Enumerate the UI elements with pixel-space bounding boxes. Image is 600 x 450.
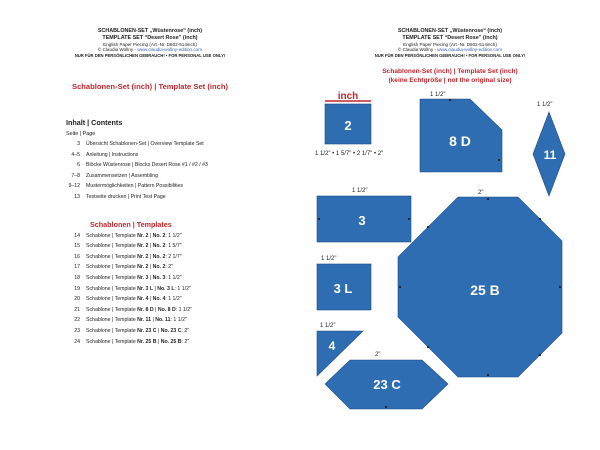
inch-label: inch [337, 91, 359, 102]
template-3-label: 3 [358, 213, 366, 228]
template-nr: Nr. 23 C [137, 327, 157, 334]
copyright-text: © Claudia Wollny - [397, 47, 438, 53]
website-link[interactable]: www.claudia-wollny-edition.com [137, 47, 203, 53]
template-page: 21 [74, 306, 80, 313]
seam-dot [539, 218, 541, 220]
header-line5: NUR FÜR DEN PERSÖNLICHEN GEBRAUCH! • FOR PERSONAL USE ONLY! [74, 52, 226, 58]
template-sep: | [148, 232, 153, 239]
toc-text: Übersicht Schablonen-Set | Overview Template Set [86, 141, 204, 147]
template-nr: Nr. 25 B [137, 338, 157, 345]
template-nr: Nr. 2 [137, 253, 149, 260]
template-size: : 1 1/2" [165, 274, 182, 281]
template-page: 14 [74, 232, 80, 239]
template-3l-dim: 1 1/2" [321, 256, 337, 262]
seam-dot [408, 218, 410, 220]
toc-page: 3 [77, 141, 80, 147]
template-sep: | [151, 317, 156, 324]
template-sep: | [148, 264, 153, 271]
template-11-dim: 1 1/2" [537, 102, 553, 108]
template-nr: Nr. 2 [137, 232, 149, 239]
template-no: No. 2 [152, 243, 166, 250]
template-no: No. 2 [152, 264, 166, 271]
toc-text: Anleitung | Instructions [86, 151, 139, 158]
header-line3: English Paper Piecing (Art.-Nr. D802-514inch) [403, 41, 497, 47]
template-size: : 2" [181, 338, 190, 345]
template-no: No. 23 C [160, 327, 182, 334]
template-sep: | [153, 306, 158, 313]
right-title-line1: Schablonen-Set (inch) | Template Set (inch) [382, 68, 518, 75]
right-page [300, 0, 600, 450]
template-prefix: Schablone | Template [86, 296, 138, 303]
toc-text: Zusammensetzen | Assembling [86, 172, 158, 179]
template-prefix: Schablone | Template [86, 264, 138, 271]
header-line2: TEMPLATE SET “Desert Rose” (inch) [402, 34, 498, 41]
header-line3: English Paper Piecing (Art.-Nr. D802-514inch) [103, 41, 197, 47]
template-sep: | [156, 327, 161, 334]
template-prefix: Schablone | Template [86, 232, 138, 239]
contents-title: Inhalt | Contents [66, 118, 123, 127]
template-no: No. 3 L [157, 285, 175, 292]
template-size: : 2" [165, 264, 173, 271]
template-text [86, 275, 182, 281]
template-nr: Nr. 11 [137, 317, 152, 324]
seam-dot [318, 218, 320, 220]
template-text [86, 317, 187, 323]
template-page: 23 [74, 327, 80, 334]
template-text [86, 243, 182, 249]
template-page: 16 [74, 253, 80, 260]
template-size: : 2" [181, 327, 190, 334]
template-sep: | [148, 243, 153, 250]
template-page: 18 [74, 274, 80, 281]
template-text [86, 264, 173, 270]
template-3-dim: 1 1/2" [352, 188, 368, 194]
template-prefix: Schablone | Template [86, 306, 138, 313]
template-nr: Nr. 3 [137, 274, 149, 281]
template-text [86, 339, 189, 345]
template-prefix: Schablone | Template [86, 243, 138, 250]
templates-title: Schablonen | Templates [90, 220, 172, 229]
template-prefix: Schablone | Template [86, 253, 138, 260]
header-line5: NUR FÜR DEN PERSÖNLICHEN GEBRAUCH! • FOR PERSONAL USE ONLY! [374, 52, 526, 58]
template-nr: Nr. 2 [137, 243, 149, 250]
template-page: 17 [74, 264, 80, 271]
template-nr: Nr. 3 L [137, 285, 154, 292]
seam-dot [449, 99, 451, 101]
website-link[interactable]: www.claudia-wollny-edition.com [437, 47, 503, 53]
header-line1: SCHABLONEN-SET „Wüstenrose“ (inch) [97, 28, 203, 34]
template-page: 19 [74, 285, 80, 292]
copyright-text: © Claudia Wollny - [97, 47, 138, 53]
header-line1: SCHABLONEN-SET „Wüstenrose“ (inch) [397, 28, 503, 34]
template-prefix: Schablone | Template [86, 327, 138, 334]
header-line2: TEMPLATE SET “Desert Rose” (inch) [102, 34, 198, 41]
template-2-label: 2 [344, 118, 352, 133]
template-size: : 1 1/2" [165, 296, 182, 303]
template-2-dims: 1 1/2" • 1 5/7" • 2 1/7" • 2" [315, 151, 384, 157]
seam-dot [427, 226, 429, 228]
template-8d-label: 8 D [449, 133, 471, 149]
template-page: 24 [74, 338, 80, 345]
template-size: : 1 1/2" [170, 317, 187, 324]
left-page-title: Schablonen-Set (inch) | Template Set (inch) [72, 82, 228, 91]
template-text [86, 328, 189, 334]
template-prefix: Schablone | Template [86, 317, 138, 324]
template-page: 15 [74, 243, 80, 250]
template-text [86, 286, 191, 292]
toc-text: Testseite drucken | Print Test Page [86, 194, 166, 200]
template-size: : 1 5/7" [165, 243, 182, 250]
seam-dot [487, 198, 489, 200]
template-23c-label: 23 C [373, 377, 401, 392]
template-nr: Nr. 8 D [137, 306, 154, 313]
template-text [86, 233, 182, 239]
template-sep: | [148, 253, 153, 260]
template-sep: | [148, 274, 153, 281]
template-4-label: 4 [328, 339, 336, 353]
seam-dot [487, 374, 489, 376]
template-sep: | [153, 285, 158, 292]
template-size: : 1 1/2" [174, 285, 191, 292]
template-11-label: 11 [543, 148, 557, 162]
seam-dot [427, 346, 429, 348]
seam-dot [498, 159, 500, 161]
left-header [0, 28, 300, 58]
template-text [86, 254, 182, 260]
template-8d-dim: 1 1/2" [430, 92, 446, 98]
template-sep: | [156, 338, 161, 345]
template-3l-label: 3 L [333, 281, 353, 296]
seam-dot [385, 406, 387, 408]
template-prefix: Schablone | Template [86, 274, 138, 281]
template-25b-dim: 2" [478, 190, 484, 196]
seam-dot [539, 354, 541, 356]
template-no: No. 4 [152, 296, 166, 303]
template-no: No. 8 D [157, 306, 176, 313]
template-size: : 2 1/7" [165, 253, 182, 260]
template-text [86, 296, 182, 302]
seam-dot [399, 286, 401, 288]
template-prefix: Schablone | Template [86, 338, 138, 345]
template-4-dim: 1 1/2" [320, 323, 336, 329]
template-size: : 1 1/2" [165, 232, 182, 239]
toc-page: 13 [74, 194, 80, 200]
page-column-label: Seite | Page [66, 131, 96, 137]
toc-page: 6 [77, 162, 80, 169]
template-no: No. 2 [152, 253, 166, 260]
template-no: No. 25 B [160, 338, 182, 345]
template-nr: Nr. 2 [137, 264, 149, 271]
seam-dot [559, 286, 561, 288]
template-text [86, 307, 192, 313]
toc-page: 9–12 [68, 183, 80, 190]
template-sep: | [148, 296, 153, 303]
toc-text: Blöcke Wüstenrose | Blocks Desert Rose #1 / #2 / #3 [86, 162, 208, 169]
template-page: 20 [74, 296, 80, 303]
template-page: 22 [74, 317, 80, 324]
template-size: : 1 1/2" [175, 306, 192, 313]
template-no: No. 3 [152, 274, 166, 281]
toc-page: 4–5 [71, 151, 80, 158]
template-prefix: Schablone | Template [86, 285, 138, 292]
toc-text: Mustermöglichkeiten | Pattern Possibilities [86, 183, 184, 190]
template-23c-dim: 2" [375, 352, 381, 358]
templates-overview [300, 0, 600, 450]
right-title-line2: (keine Echtgröße | not the original size) [388, 76, 512, 84]
toc-page: 7–8 [71, 172, 80, 179]
template-25b-label: 25 B [470, 282, 500, 298]
template-no: No. 11 [155, 317, 171, 324]
template-nr: Nr. 4 [137, 296, 149, 303]
template-no: No. 2 [152, 232, 166, 239]
